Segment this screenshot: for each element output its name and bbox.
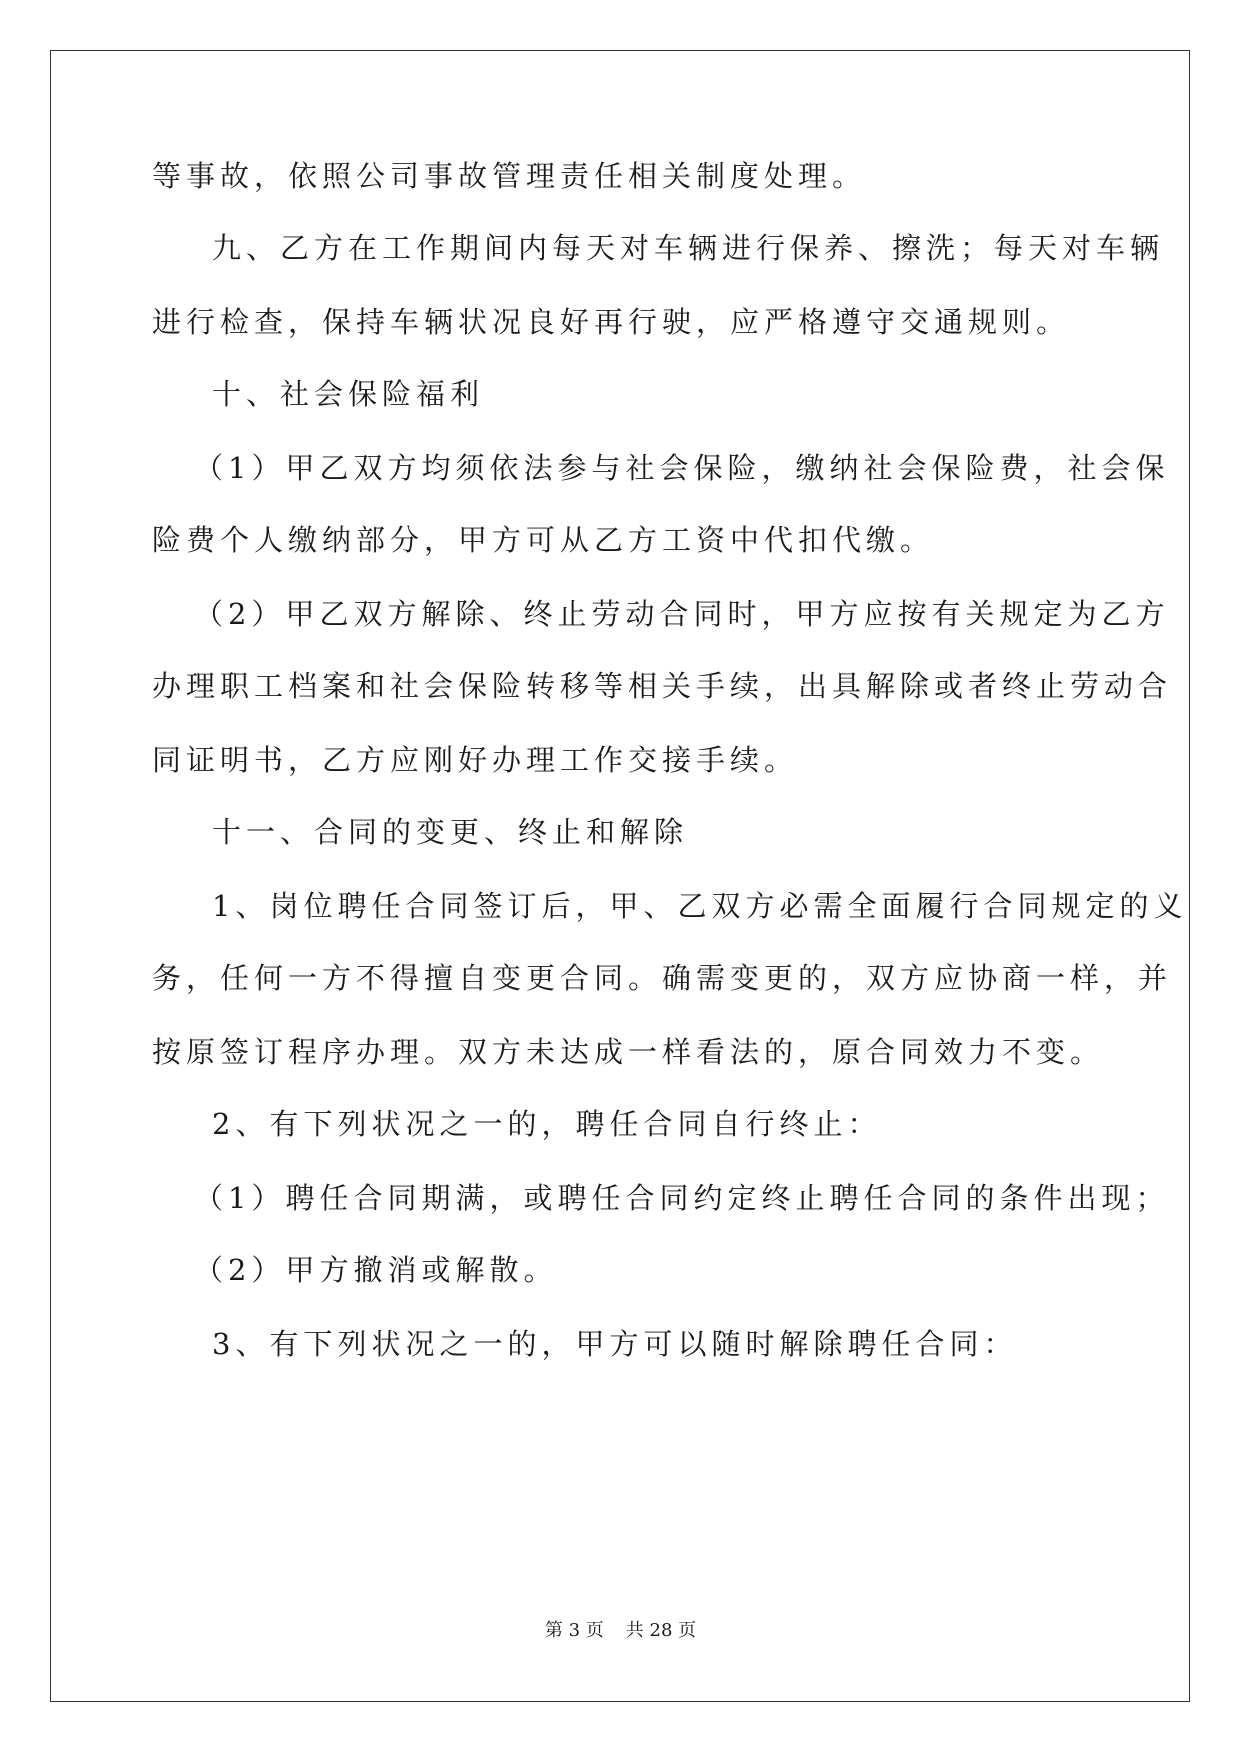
text-line: 2、有下列状况之一的，聘任合同自行终止： — [212, 1107, 882, 1141]
page-footer — [0, 1616, 1241, 1642]
page-total: 共 28 页 — [625, 1620, 697, 1641]
text-line: 九、乙方在工作期间内每天对车辆进行保养、擦洗；每天对车辆 — [212, 231, 1165, 265]
text-line: 3、有下列状况之一的，甲方可以随时解除聘任合同： — [212, 1327, 1018, 1361]
text-line: 同证明书，乙方应刚好办理工作交接手续。 — [152, 743, 799, 777]
text-line: 按原签订程序办理。双方未达成一样看法的，原合同效力不变。 — [152, 1035, 1105, 1069]
text-line: （2）甲方撤消或解散。 — [194, 1253, 558, 1287]
text-line: （2）甲乙双方解除、终止劳动合同时，甲方应按有关规定为乙方 — [194, 597, 1170, 631]
text-line: 办理职工档案和社会保险转移等相关手续，出具解除或者终止劳动合 — [152, 669, 1173, 703]
section-heading: 十一、合同的变更、终止和解除 — [212, 815, 689, 849]
page-number: 第 3 页 — [544, 1620, 604, 1641]
text-line: 务，任何一方不得擅自变更合同。确需变更的，双方应协商一样，并 — [152, 961, 1173, 995]
page-border — [50, 50, 1190, 1702]
text-line: 1、岗位聘任合同签订后，甲、乙双方必需全面履行合同规定的义 — [212, 889, 1188, 923]
text-line: 险费个人缴纳部分，甲方可从乙方工资中代扣代缴。 — [152, 523, 935, 557]
text-line: 等事故，依照公司事故管理责任相关制度处理。 — [152, 159, 867, 193]
text-line: 进行检查，保持车辆状况良好再行驶，应严格遵守交通规则。 — [152, 305, 1071, 339]
text-line: （1）甲乙双方均须依法参与社会保险，缴纳社会保险费，社会保 — [194, 451, 1170, 485]
text-line: （1）聘任合同期满，或聘任合同约定终止聘任合同的条件出现； — [194, 1181, 1170, 1215]
section-heading: 十、社会保险福利 — [212, 377, 485, 411]
